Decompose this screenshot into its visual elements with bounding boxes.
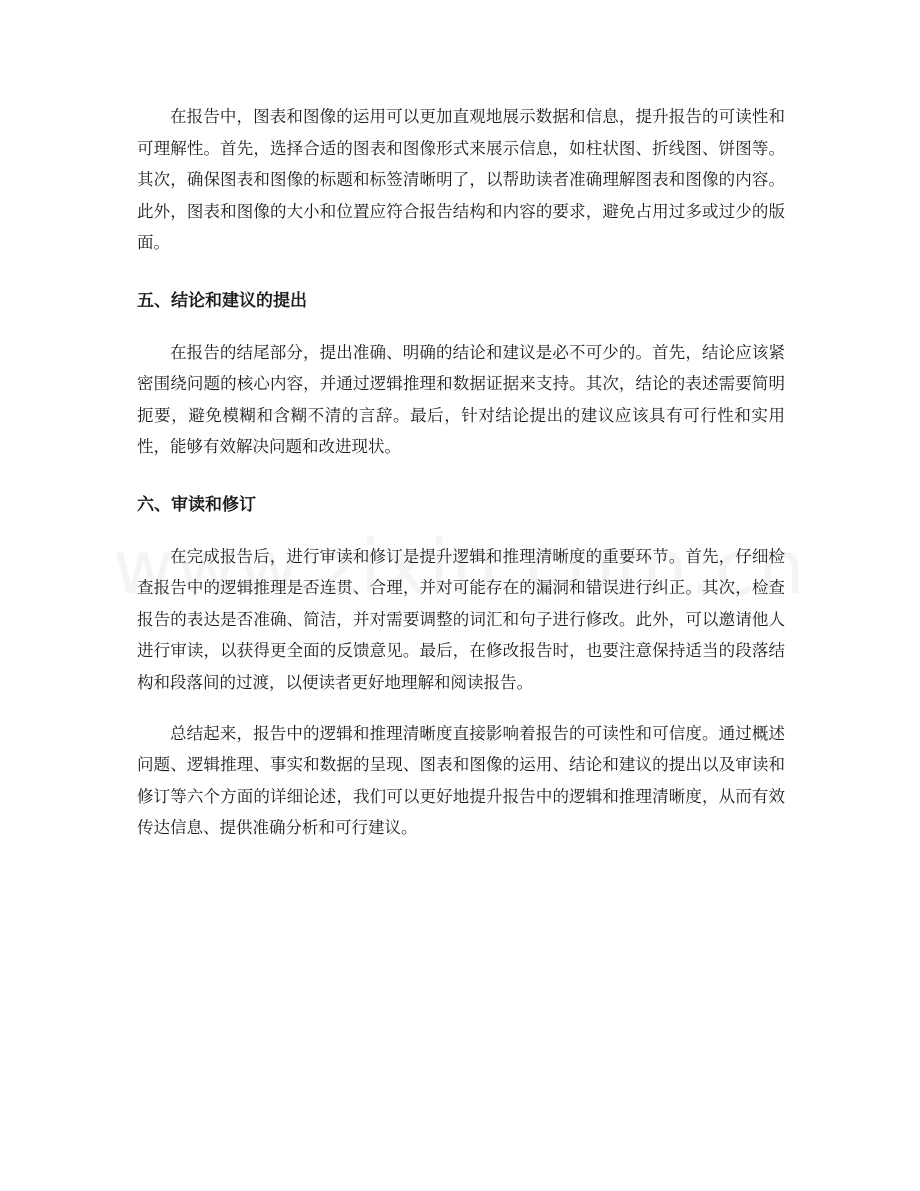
paragraph-summary: 总结起来，报告中的逻辑和推理清晰度直接影响着报告的可读性和可信度。通过概述问题、逻辑推理、事实和数据的呈现、图表和图像的运用、结论和建议的提出以及审读和修订等六个方面的详细论述，我们可以更好地提升报告中的逻辑和推理清晰度，从而有效传达信息、提供准确分析和可行建议。: [137, 723, 785, 838]
section-heading-review: 六、审读和修订: [137, 494, 256, 515]
paragraph-review: 在完成报告后，进行审读和修订是提升逻辑和推理清晰度的重要环节。首先，仔细检查报告中的逻辑推理是否连贯、合理，并对可能存在的漏洞和错误进行纠正。其次，检查报告的表达是否准确、简洁，并对需要调整的词汇和句子进行修改。此外，可以邀请他人进行审读，以获得更全面的反馈意见。最后，在修改报告时，也要注意保持适当的段落结构和段落间的过渡，以便读者更好地理解和阅读报告。: [137, 546, 785, 692]
paragraph-charts-images: 在报告中，图表和图像的运用可以更加直观地展示数据和信息，提升报告的可读性和可理解性。首先，选择合适的图表和图像形式来展示信息，如柱状图、折线图、饼图等。其次，确保图表和图像的标题和标签清晰明了，以帮助读者准确理解图表和图像的内容。此外，图表和图像的大小和位置应符合报告结构和内容的要求，避免占用过多或过少的版面。: [137, 107, 785, 253]
document-body: [137, 101, 785, 844]
section-heading-conclusions: 五、结论和建议的提出: [137, 290, 307, 311]
paragraph-conclusions: 在报告的结尾部分，提出准确、明确的结论和建议是必不可少的。首先，结论应该紧密围绕问题的核心内容，并通过逻辑推理和数据证据来支持。其次，结论的表述需要简明扼要，避免模糊和含糊不清的言辞。最后，针对结论提出的建议应该具有可行性和实用性，能够有效解决问题和改进现状。: [137, 342, 785, 457]
